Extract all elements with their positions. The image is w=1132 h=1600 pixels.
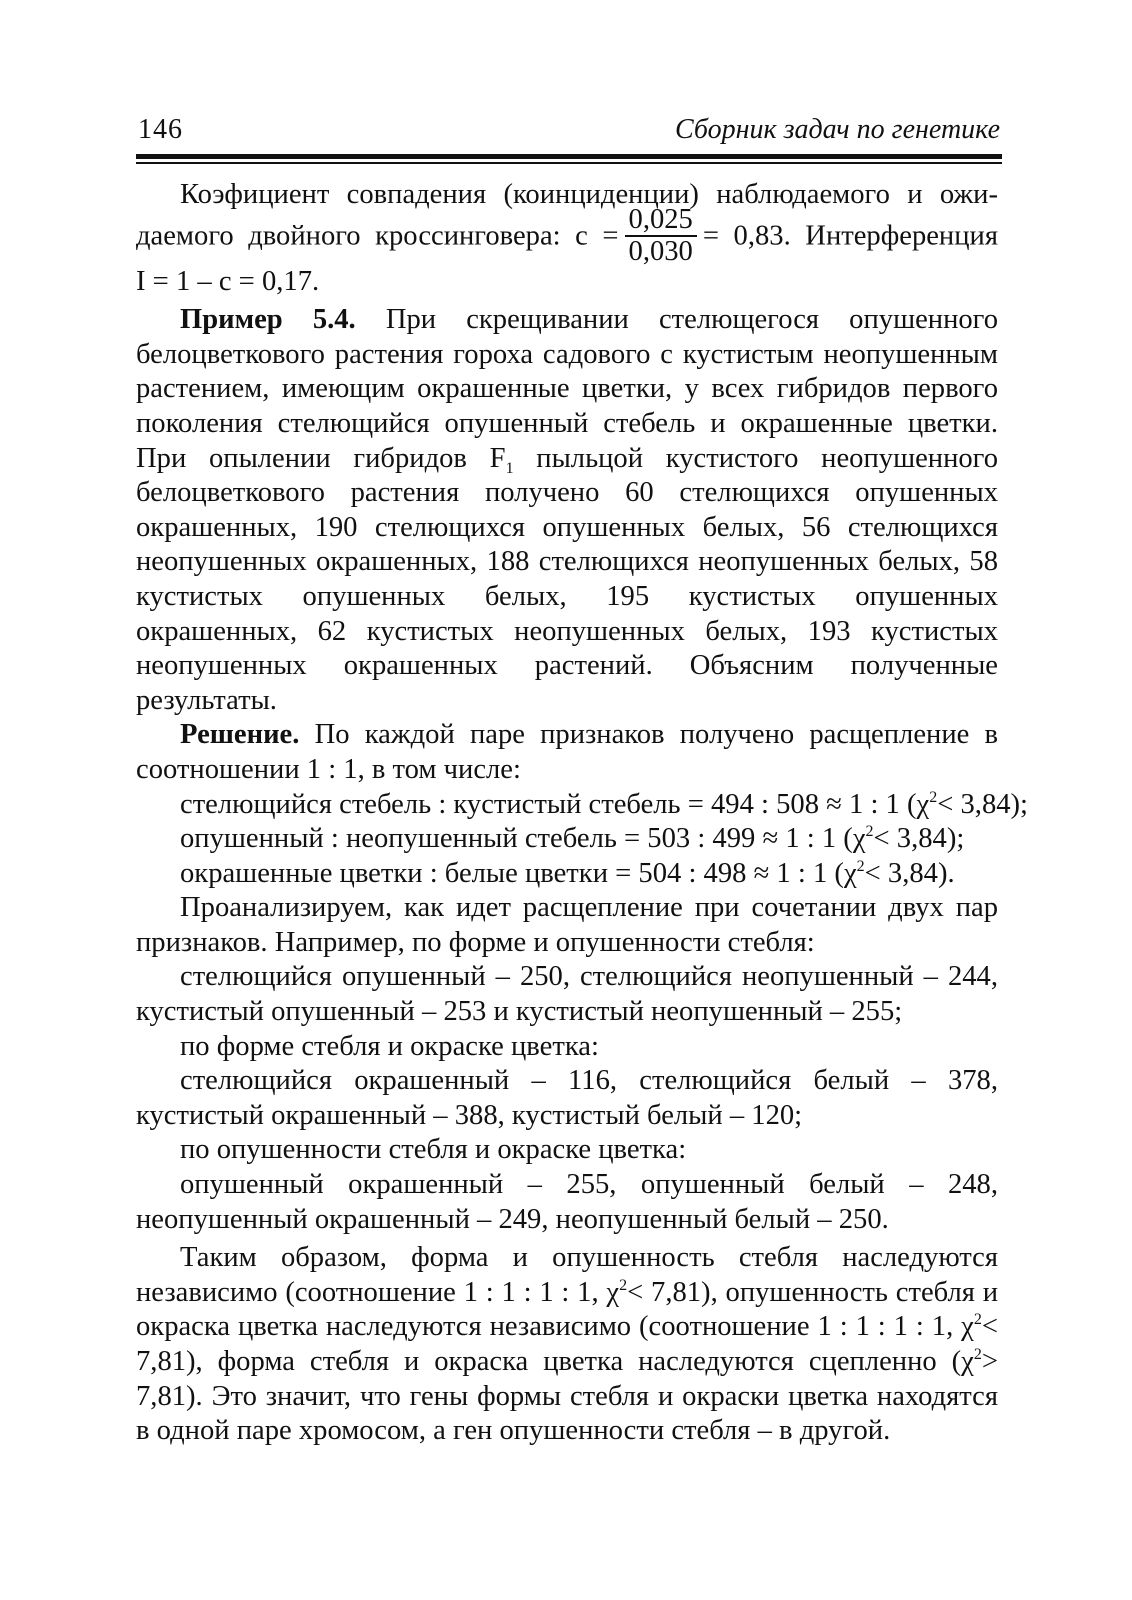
header-rule-thin — [136, 162, 1002, 164]
page-body — [136, 178, 1028, 1449]
coincidence-line-2 — [136, 203, 998, 269]
fraction-denominator: 0,030 — [628, 235, 693, 267]
example-text-2: пыльцой кустистого неопушенного белоцветкового растения получено 60 стелющихся опушенных окрашенных, 190 стелющихся опушенных белых, 56 стелющихся неопушенных окрашенных, 188 стелющихся неопушенных белых, 58 кустистых опушенных белых, 195 кустистых опушенных окрашенных, 62 кустистых неопушенных белых, 193 кустистых неопушенных окрашенных растений. Объясним полученные результаты. — [136, 442, 998, 716]
page-header — [138, 104, 1000, 148]
chi-square-sup: 2 — [865, 823, 874, 841]
ratio-tail: < 3,84); — [937, 788, 1028, 820]
chi-square-sup: 2 — [973, 1311, 982, 1329]
example-label: Пример 5.4. — [180, 304, 356, 336]
chi-square-sup: 2 — [973, 1346, 982, 1363]
solution-label: Решение. — [180, 719, 300, 751]
ratio-text: стелющийся стебель : кустистый стебель = 494 : 508 ≈ 1 : 1 (χ — [180, 788, 930, 820]
coincidence-line-1: Коэфициент совпадения (коинциденции) наблюдаемого и ожи- — [180, 179, 998, 210]
f1-subscript: 1 — [505, 459, 514, 477]
solution-text: По каждой паре признаков получено расщепление в соотношении 1 : 1, в том числе: — [136, 719, 998, 785]
ratio-line-pubescence — [136, 822, 998, 857]
solution-paragraph — [136, 718, 998, 787]
conclusion-text-3: < 7,81), форма стебля и окраска цветка наследуются сцепленно (χ — [136, 1311, 998, 1377]
conclusion-text-4: > 7,81). Это значит, что гены формы стебля и окраски цветка находятся в одной паре хромосом, а ген опушенности стебля – в другой. — [136, 1346, 998, 1447]
conclusion-paragraph — [136, 1241, 998, 1449]
coincidence-fraction — [625, 205, 697, 267]
interference-line: I = 1 – c = 0,17. — [136, 265, 320, 297]
page-number: 146 — [138, 114, 183, 145]
fraction-numerator: 0,025 — [625, 205, 697, 237]
header-rule-thick — [136, 154, 1002, 159]
ratio-text: опушенный : неопушенный стебель = 503 : 499 ≈ 1 : 1 (χ — [180, 823, 866, 855]
coincidence-text-before: даемого двойного кроссинговера: c = — [136, 220, 619, 252]
example-text-1: При скрещивании стелющегося опушенного белоцветкового растения гороха садового с кустистым неопушенным растением, имеющим окрашенные цветки, у всех гибридов первого поколения стелющийся опушенный стебель и окрашенные цветки. При опылении гибридов F — [136, 304, 998, 474]
analysis-pair-form-color: стелющийся окрашенный – 116, стелющийся белый – 378, кустистый окрашенный – 388, кустистый белый – 120; — [136, 1065, 998, 1131]
coincidence-text-after: = 0,83. Интерференция — [702, 220, 998, 252]
ratio-tail: < 3,84). — [864, 857, 955, 889]
ratio-line-stem-form — [136, 788, 1028, 823]
ratio-text: окрашенные цветки : белые цветки = 504 : 498 ≈ 1 : 1 (χ — [180, 857, 857, 889]
analysis-label-form-color: по форме стебля и окраске цветка: — [180, 1030, 599, 1062]
running-title: Сборник задач по генетике — [675, 114, 1000, 145]
chi-square-sup: 2 — [619, 1276, 628, 1294]
analysis-pair-form-pubescence: стелющийся опушенный – 250, стелющийся неопушенный – 244, кустистый опушенный – 253 и кустистый неопушенный – 255; — [136, 961, 998, 1028]
conclusion-text-2: < 7,81), опушенность стебля и окраска цветка наследуются независимо (соотношение 1 : 1 : 1 : 1, χ — [136, 1276, 999, 1343]
conclusion-text-1: Таким образом, форма и опушенность стебля наследуются независимо (соотношение 1 : 1 : 1 : 1, χ — [136, 1242, 998, 1308]
analysis-label-pubescence-color: по опушенности стебля и окраске цветка: — [180, 1134, 687, 1166]
analysis-intro: Проанализируем, как идет расщепление при сочетании двух пар признаков. Например, по форме и опушенности стебля: — [136, 892, 998, 958]
chi-square-sup: 2 — [856, 857, 865, 875]
chi-square-sup: 2 — [929, 788, 938, 806]
ratio-line-flower-color — [136, 857, 998, 892]
example-paragraph — [136, 303, 998, 718]
analysis-pair-pubescence-color: опушенный окрашенный – 255, опушенный белый – 248, неопушенный окрашенный – 249, неопушенный белый – 250. — [136, 1169, 998, 1235]
ratio-tail: < 3,84); — [873, 823, 965, 855]
